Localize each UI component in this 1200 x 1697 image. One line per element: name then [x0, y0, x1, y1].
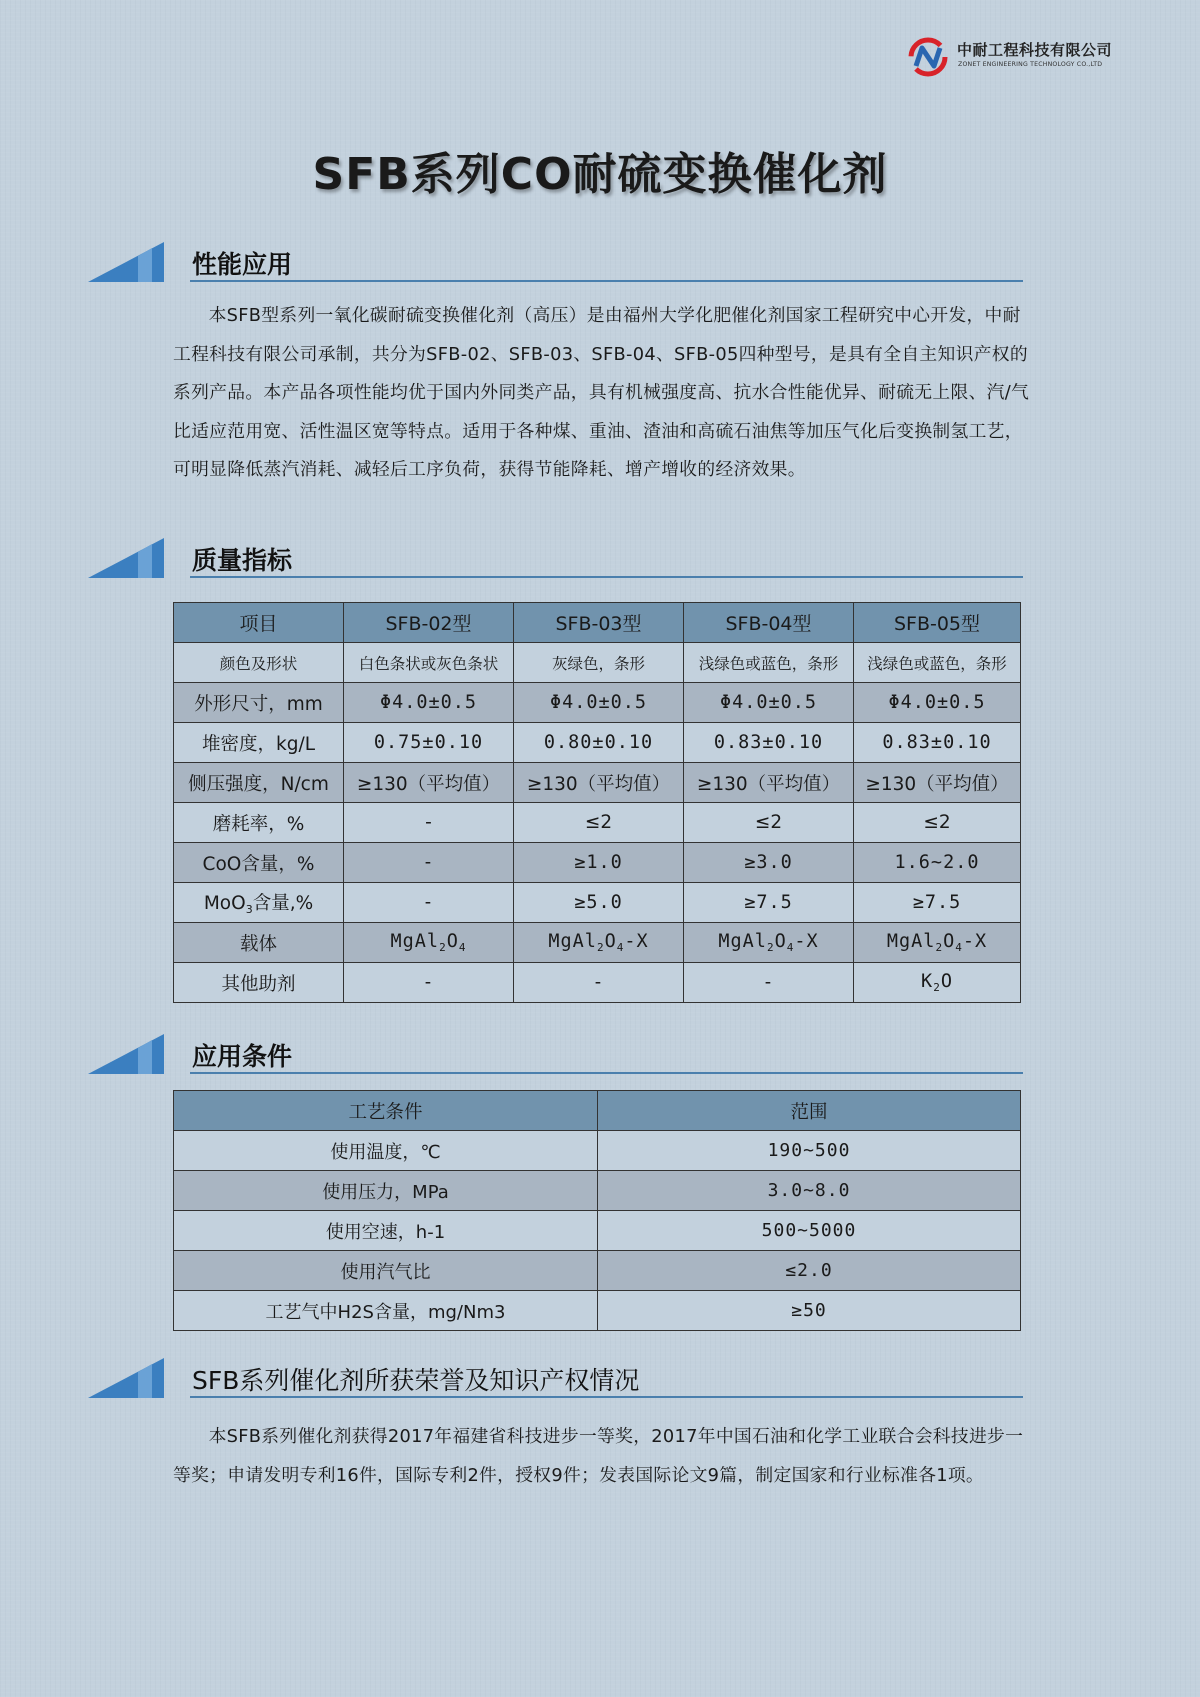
table-cell: 载体	[174, 923, 344, 963]
table-cell: 使用温度，℃	[174, 1131, 598, 1171]
section-header-honors	[88, 1358, 1023, 1404]
table-header-cell: SFB-02型	[344, 603, 514, 643]
table-cell: Φ4.0±0.5	[344, 683, 514, 723]
table-cell: ≥130（平均值）	[684, 763, 854, 803]
table-cell: 磨耗率，%	[174, 803, 344, 843]
table-row	[174, 963, 1021, 1003]
section-header-performance	[88, 242, 1023, 288]
table-row	[174, 683, 1021, 723]
table-cell: ≥130（平均值）	[854, 763, 1021, 803]
table-cell: 浅绿色或蓝色，条形	[854, 643, 1021, 683]
table-cell: ≥5.0	[514, 883, 684, 923]
table-row	[174, 883, 1021, 923]
table-cell: 500~5000	[598, 1211, 1021, 1251]
table-cell: 外形尺寸，mm	[174, 683, 344, 723]
table-row	[174, 723, 1021, 763]
section-divider	[190, 576, 1023, 578]
table-row	[174, 843, 1021, 883]
table-row	[174, 923, 1021, 963]
table-cell: ≥1.0	[514, 843, 684, 883]
table-cell: 0.75±0.10	[344, 723, 514, 763]
conditions-table	[173, 1090, 1021, 1331]
section-header-conditions	[88, 1034, 1023, 1080]
quality-table	[173, 602, 1021, 1003]
table-cell: 使用汽气比	[174, 1251, 598, 1291]
section-divider	[190, 280, 1023, 282]
honors-paragraph: 本SFB系列催化剂获得2017年福建省科技进步一等奖，2017年中国石油和化学工业联合会科技进步一等奖；申请发明专利16件，国际专利2件，授权9件；发表国际论文9篇，制定国家和行业标准各1项。	[173, 1426, 1024, 1486]
table-row	[174, 803, 1021, 843]
table-cell: -	[344, 963, 514, 1003]
table-cell: -	[684, 963, 854, 1003]
table-row	[174, 1211, 1021, 1251]
table-row	[174, 1251, 1021, 1291]
table-cell: 灰绿色，条形	[514, 643, 684, 683]
table-cell: MoO$_3$含量,%	[174, 883, 344, 923]
table-cell: ≥7.5	[854, 883, 1021, 923]
table-cell: $MgAl_2O_4-X$	[854, 923, 1021, 963]
table-header-row	[174, 1091, 1021, 1131]
performance-paragraph: 本SFB型系列一氧化碳耐硫变换催化剂（高压）是由福州大学化肥催化剂国家工程研究中心开发，中耐工程科技有限公司承制，共分为SFB-02、SFB-03、SFB-04、SFB-05四种型号，是具有全自主知识产权的系列产品。本产品各项性能均优于国内外同类产品，具有机械强度高、抗水合性能优异、耐硫无上限、汽/气比适应范用宽、活性温区宽等特点。适用于各种煤、重油、渣油和高硫石油焦等加压气化后变换制氢工艺，可明显降低蒸汽消耗、减轻后工序负荷，获得节能降耗、增产增收的经济效果。	[173, 305, 1030, 480]
table-cell: ≥130（平均值）	[344, 763, 514, 803]
table-cell: -	[344, 883, 514, 923]
company-logo	[907, 36, 1147, 76]
triangle-icon	[88, 242, 164, 282]
table-cell: 0.83±0.10	[684, 723, 854, 763]
table-cell: 其他助剂	[174, 963, 344, 1003]
table-cell: CoO含量，%	[174, 843, 344, 883]
table-cell: ≤2	[514, 803, 684, 843]
table-cell: -	[344, 843, 514, 883]
section-title: 性能应用	[192, 250, 293, 279]
table-header-row	[174, 603, 1021, 643]
table-cell: -	[514, 963, 684, 1003]
table-row	[174, 1291, 1021, 1331]
table-header-cell: 工艺条件	[174, 1091, 598, 1131]
company-name-cn: 中耐工程科技有限公司	[957, 41, 1113, 59]
table-header-cell: SFB-05型	[854, 603, 1021, 643]
table-row	[174, 1131, 1021, 1171]
table-cell: ≥130（平均值）	[514, 763, 684, 803]
logo-mark-icon	[907, 36, 949, 78]
table-cell: 0.80±0.10	[514, 723, 684, 763]
section-header-quality	[88, 538, 1023, 584]
table-header-cell: 范围	[598, 1091, 1021, 1131]
table-cell: 使用压力，MPa	[174, 1171, 598, 1211]
section-title: SFB系列催化剂所获荣誉及知识产权情况	[192, 1366, 640, 1395]
triangle-icon	[88, 1358, 164, 1398]
table-cell: Φ4.0±0.5	[854, 683, 1021, 723]
table-header-cell: SFB-03型	[514, 603, 684, 643]
table-cell: 3.0~8.0	[598, 1171, 1021, 1211]
table-cell: 侧压强度，N/cm	[174, 763, 344, 803]
table-cell: $MgAl_2O_4$	[344, 923, 514, 963]
table-cell: 颜色及形状	[174, 643, 344, 683]
table-cell: $MgAl_2O_4-X$	[514, 923, 684, 963]
table-cell: $K_2O$	[854, 963, 1021, 1003]
section-divider	[190, 1072, 1023, 1074]
table-cell: 白色条状或灰色条状	[344, 643, 514, 683]
section-title: 质量指标	[192, 546, 293, 575]
table-cell: 浅绿色或蓝色，条形	[684, 643, 854, 683]
table-row	[174, 763, 1021, 803]
table-row	[174, 643, 1021, 683]
table-cell: ≥3.0	[684, 843, 854, 883]
triangle-icon	[88, 538, 164, 578]
company-name-en: ZONET ENGINEERING TECHNOLOGY CO.,LTD	[958, 61, 1103, 68]
section-divider	[190, 1396, 1023, 1398]
page-title: SFB系列CO耐硫变换催化剂	[312, 149, 888, 200]
table-cell: 1.6~2.0	[854, 843, 1021, 883]
table-cell: 工艺气中H2S含量，mg/Nm3	[174, 1291, 598, 1331]
table-cell: ≥50	[598, 1291, 1021, 1331]
triangle-icon	[88, 1034, 164, 1074]
table-cell: -	[344, 803, 514, 843]
table-cell: 使用空速，h-1	[174, 1211, 598, 1251]
table-cell: 190~500	[598, 1131, 1021, 1171]
table-cell: Φ4.0±0.5	[514, 683, 684, 723]
table-cell: 0.83±0.10	[854, 723, 1021, 763]
table-cell: ≤2.0	[598, 1251, 1021, 1291]
table-header-cell: 项目	[174, 603, 344, 643]
section-title: 应用条件	[192, 1042, 293, 1071]
table-cell: ≤2	[684, 803, 854, 843]
table-cell: ≤2	[854, 803, 1021, 843]
table-row	[174, 1171, 1021, 1211]
table-cell: $MgAl_2O_4-X$	[684, 923, 854, 963]
table-header-cell: SFB-04型	[684, 603, 854, 643]
table-cell: Φ4.0±0.5	[684, 683, 854, 723]
table-cell: ≥7.5	[684, 883, 854, 923]
table-cell: 堆密度，kg/L	[174, 723, 344, 763]
